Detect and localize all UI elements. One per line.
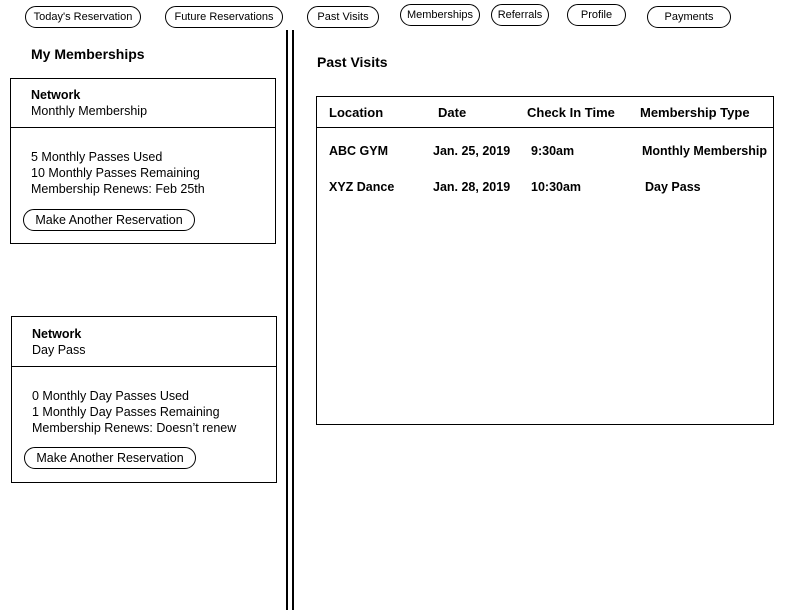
membership-card-monthly xyxy=(10,78,276,244)
past-visits-title: Past Visits xyxy=(317,54,388,70)
card-membership-type: Day Pass xyxy=(32,343,86,357)
cell-date: Jan. 25, 2019 xyxy=(433,144,511,158)
card-membership-type: Monthly Membership xyxy=(31,104,148,118)
header-rule xyxy=(317,127,773,128)
tab-payments[interactable]: Payments xyxy=(647,6,731,28)
tab-memberships[interactable]: Memberships xyxy=(400,4,480,26)
tab-referrals[interactable]: Referrals xyxy=(491,4,549,26)
card-passes-used: 0 Monthly Day Passes Used xyxy=(32,389,190,403)
cell-check-in: 9:30am xyxy=(531,144,575,158)
card-passes-remaining: 1 Monthly Day Passes Remaining xyxy=(32,405,220,419)
memberships-title: My Memberships xyxy=(31,46,145,62)
panel-divider-left xyxy=(286,30,288,610)
cell-check-in: 10:30am xyxy=(531,180,582,194)
membership-card-daypass xyxy=(11,316,277,483)
cell-membership-type: Day Pass xyxy=(645,180,701,194)
make-reservation-button[interactable]: Make Another Reservation xyxy=(24,447,196,469)
column-header-check-in: Check In Time xyxy=(527,105,615,120)
tab-future-reservations[interactable]: Future Reservations xyxy=(165,6,283,28)
cell-location: XYZ Dance xyxy=(329,180,395,194)
make-reservation-button[interactable]: Make Another Reservation xyxy=(23,209,195,231)
tab-past-visits[interactable]: Past Visits xyxy=(307,6,379,28)
past-visits-table xyxy=(316,96,774,425)
cell-membership-type: Monthly Membership xyxy=(642,144,768,158)
panel-divider-right xyxy=(292,30,294,610)
cell-date: Jan. 28, 2019 xyxy=(433,180,511,194)
card-network: Network xyxy=(32,327,82,341)
card-header xyxy=(12,317,276,367)
tab-todays-reservation[interactable]: Today's Reservation xyxy=(25,6,141,28)
card-passes-remaining: 10 Monthly Passes Remaining xyxy=(31,166,200,180)
tab-profile[interactable]: Profile xyxy=(567,4,626,26)
card-passes-used: 5 Monthly Passes Used xyxy=(31,150,163,164)
column-header-location: Location xyxy=(329,105,384,120)
column-header-membership-type: Membership Type xyxy=(640,105,750,120)
card-renewal: Membership Renews: Doesn’t renew xyxy=(32,421,237,435)
column-header-date: Date xyxy=(438,105,467,120)
card-renewal: Membership Renews: Feb 25th xyxy=(31,182,205,196)
cell-location: ABC GYM xyxy=(329,144,389,158)
card-network: Network xyxy=(31,88,81,102)
